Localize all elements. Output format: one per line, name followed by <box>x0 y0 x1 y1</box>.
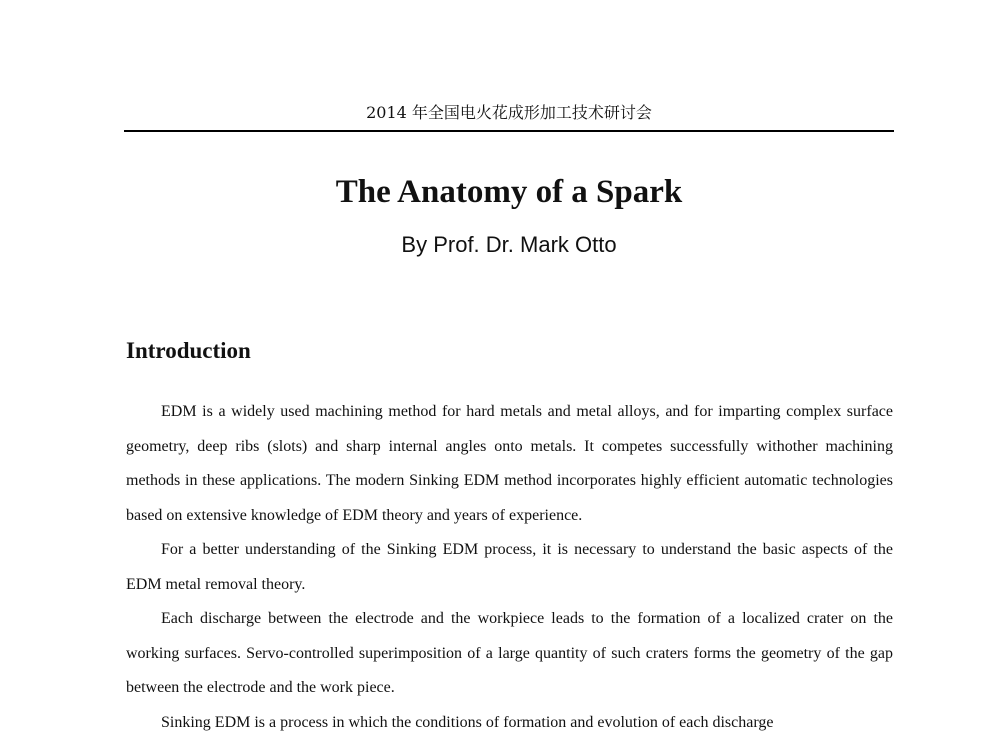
paragraph-4: Sinking EDM is a process in which the conditions of formation and evolution of each discharge <box>161 713 774 731</box>
section-heading-introduction: Introduction <box>126 338 251 363</box>
introduction-body <box>126 395 893 735</box>
author-byline: By Prof. Dr. Mark Otto <box>401 232 617 257</box>
paragraph-3: Each discharge between the electrode and the workpiece leads to the formation of a localized crater on the working surfaces. Servo-controlled superimposition of a large quantity of such craters forms the geometry of the gap between the electrode and the work piece. <box>126 610 893 696</box>
conference-header: 2014 年全国电火花成形加工技术研讨会 <box>124 98 894 132</box>
paper-title: The Anatomy of a Spark <box>335 174 683 210</box>
paragraph-1: EDM is a widely used machining method for hard metals and metal alloys, and for imparting complex surface geometry, deep ribs (slots) and sharp internal angles onto metals. It competes successfully withother machining methods in these applications. The modern Sinking EDM method incorporates highly efficient automatic technologies based on extensive knowledge of EDM theory and years of experience. <box>126 403 893 524</box>
paragraph-2: For a better understanding of the Sinking EDM process, it is necessary to understand the basic aspects of the EDM metal removal theory. <box>126 541 893 593</box>
